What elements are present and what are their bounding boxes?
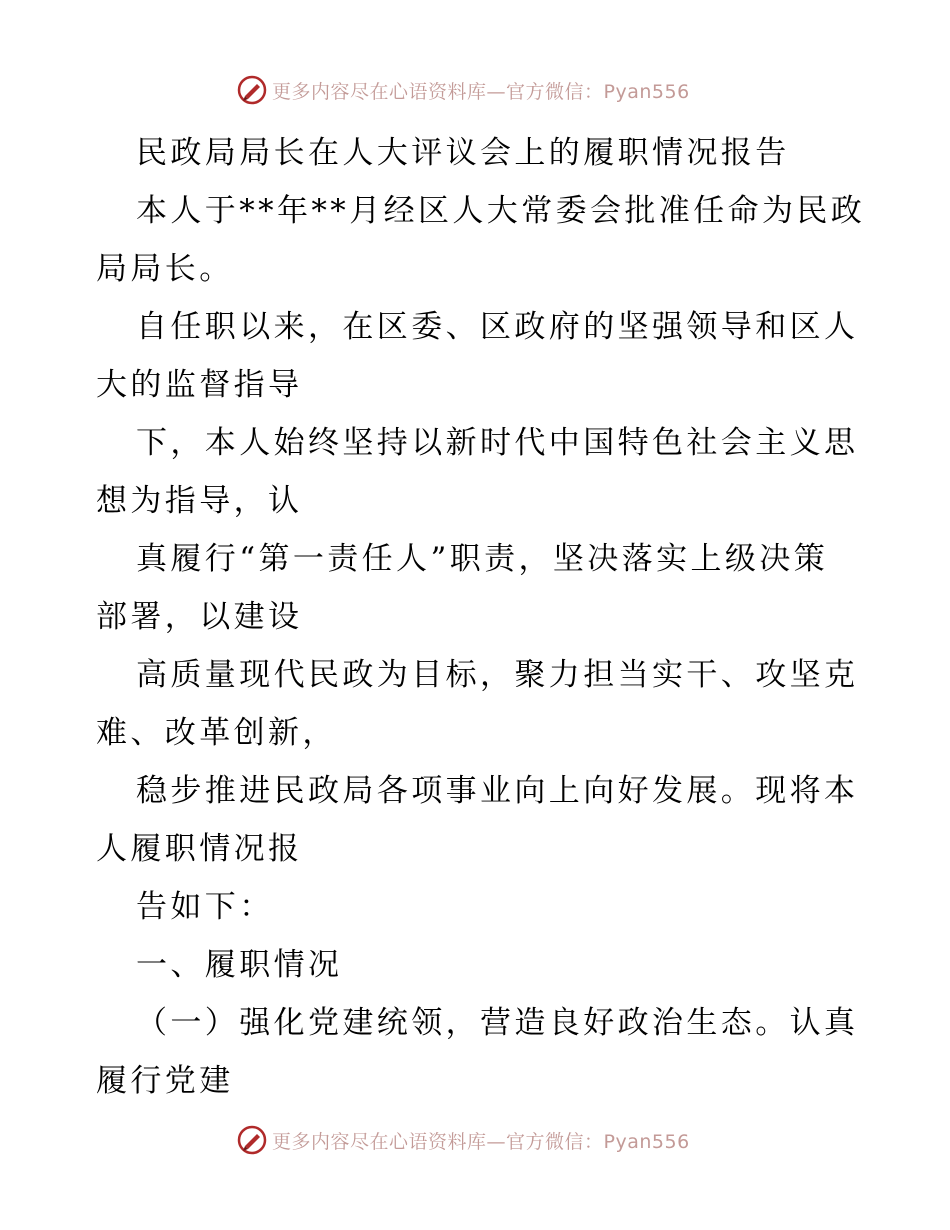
subsection-heading: （一）强化党建统领，营造良好政治生态。认真	[136, 1005, 859, 1041]
pen-seal-icon	[236, 1124, 268, 1156]
text-line: 自任职以来，在区委、区政府的坚强领导和区人	[136, 309, 859, 345]
text-line: 告如下：	[136, 889, 274, 925]
text-line: 局局长。	[96, 251, 234, 287]
text-line: 高质量现代民政为目标，聚力担当实干、攻坚克	[136, 657, 859, 693]
text-line: 部署，以建设	[96, 599, 303, 635]
text-line: 稳步推进民政局各项事业向上向好发展。现将本	[136, 773, 859, 809]
text-line: 大的监督指导	[96, 367, 303, 403]
text-line: 履行党建	[96, 1063, 234, 1099]
text-line: 本人于**年**月经区人大常委会批准任命为民政	[136, 193, 866, 229]
header-watermark	[236, 74, 690, 106]
text-line: 下，本人始终坚持以新时代中国特色社会主义思	[136, 425, 859, 461]
footer-watermark	[236, 1124, 690, 1156]
text-line: 难、改革创新，	[96, 715, 337, 751]
section-heading: 一、履职情况	[136, 947, 343, 983]
text-line: 人履职情况报	[96, 831, 303, 867]
watermark-text: 更多内容尽在心语资料库—官方微信：Pyan556	[272, 1130, 690, 1153]
text-line: 想为指导，认	[96, 483, 303, 519]
pen-seal-icon	[236, 74, 268, 106]
document-title: 民政局局长在人大评议会上的履职情况报告	[136, 135, 790, 171]
text-line: 真履行“第一责任人”职责，坚决落实上级决策	[136, 541, 829, 577]
document-body	[96, 124, 866, 1110]
watermark-text: 更多内容尽在心语资料库—官方微信：Pyan556	[272, 80, 690, 103]
